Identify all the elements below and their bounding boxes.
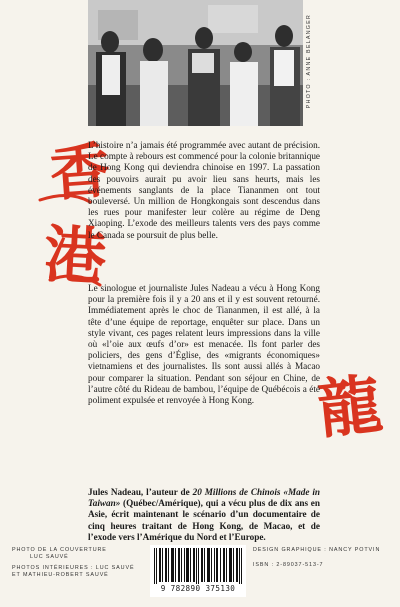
cover-credit-line-2: LUC SAUVÉ	[30, 554, 69, 561]
design-credit: DESIGN GRAPHIQUE : NANCY POTVIN	[253, 547, 381, 553]
body-paragraph-1: L’histoire n’a jamais été programmée avec autant de précision. Le compte à rebours est commencé pour la colonie britannique de Hong Kong qui deviendra chinoise en 1997. La passation des pouvoirs aurait pu avoir lieu sans heurts, mais les événements sanglants de la place Tiananmen ont tout bouleversé. Un million de Hongkongais sont descendus dans les rues pour manifester leur colère au régime de Deng Xiaoping. L’exode des meilleurs talents vers des pays comme le Canada se poursuit de plus belle.	[88, 140, 320, 240]
interior-credit-line-1: PHOTOS INTÉRIEURES : LUC SAUVÉ	[12, 565, 135, 571]
cover-credit-line-1: PHOTO DE LA COUVERTURE	[12, 547, 107, 553]
author-bio: (Québec/Amérique), qui a vécu plus de dix ans en Asie, écrit maintenant le scénario d’un documentaire de cinq heures traitant de Hong Kong, de Macao, et de l’exode vers l’Amérique du Nord et l’Europe.	[88, 498, 320, 542]
calligraphy-character-2: 港	[42, 217, 108, 294]
body-paragraph-2: Le sinologue et journaliste Jules Nadeau a vécu à Hong Kong pour la première fois il y a 20 ans et il y est souvent retourné. Immédiatement après le choc de Tiananmen, il est allé, à la tête d’une équipe de reportage, enquêter sur place. Dans un style vivant, ces pages relatent leurs impressions dans la ville où «l’oie aux œufs d’or» est menacée. Ils font parler des policiers, des gens d’Église, des «migrants économiques» vietnamiens et des journalistes. Ils sont aussi allés à Macao pour comparer la situation. Pendant son séjour en Chine, de l’autre côté du Rideau de bambou, l’équipe de Québécois a été poliment expulsée et renvoyée à Hong Kong.	[88, 283, 320, 406]
barcode-number: 9 782890 375130	[150, 584, 246, 593]
cover-photo	[88, 0, 303, 126]
isbn: ISBN : 2-89037-513-7	[253, 562, 324, 568]
interior-photo-credit	[12, 565, 134, 580]
photo-credit: PHOTO : ANNE BELANGER	[306, 14, 312, 109]
author-paragraph	[88, 487, 320, 543]
previous-book-title: 20 Millions de Chinois «Made in Taiwan»	[88, 487, 320, 509]
author-intro: Jules Nadeau, l’auteur de	[88, 487, 193, 497]
calligraphy-character-1: 香	[47, 135, 113, 211]
interior-credit-line-2: ET MATHIEU-ROBERT SAUVÉ	[12, 572, 109, 579]
cover-photo-credit	[12, 547, 107, 562]
calligraphy-character-3: 龍	[314, 366, 386, 449]
